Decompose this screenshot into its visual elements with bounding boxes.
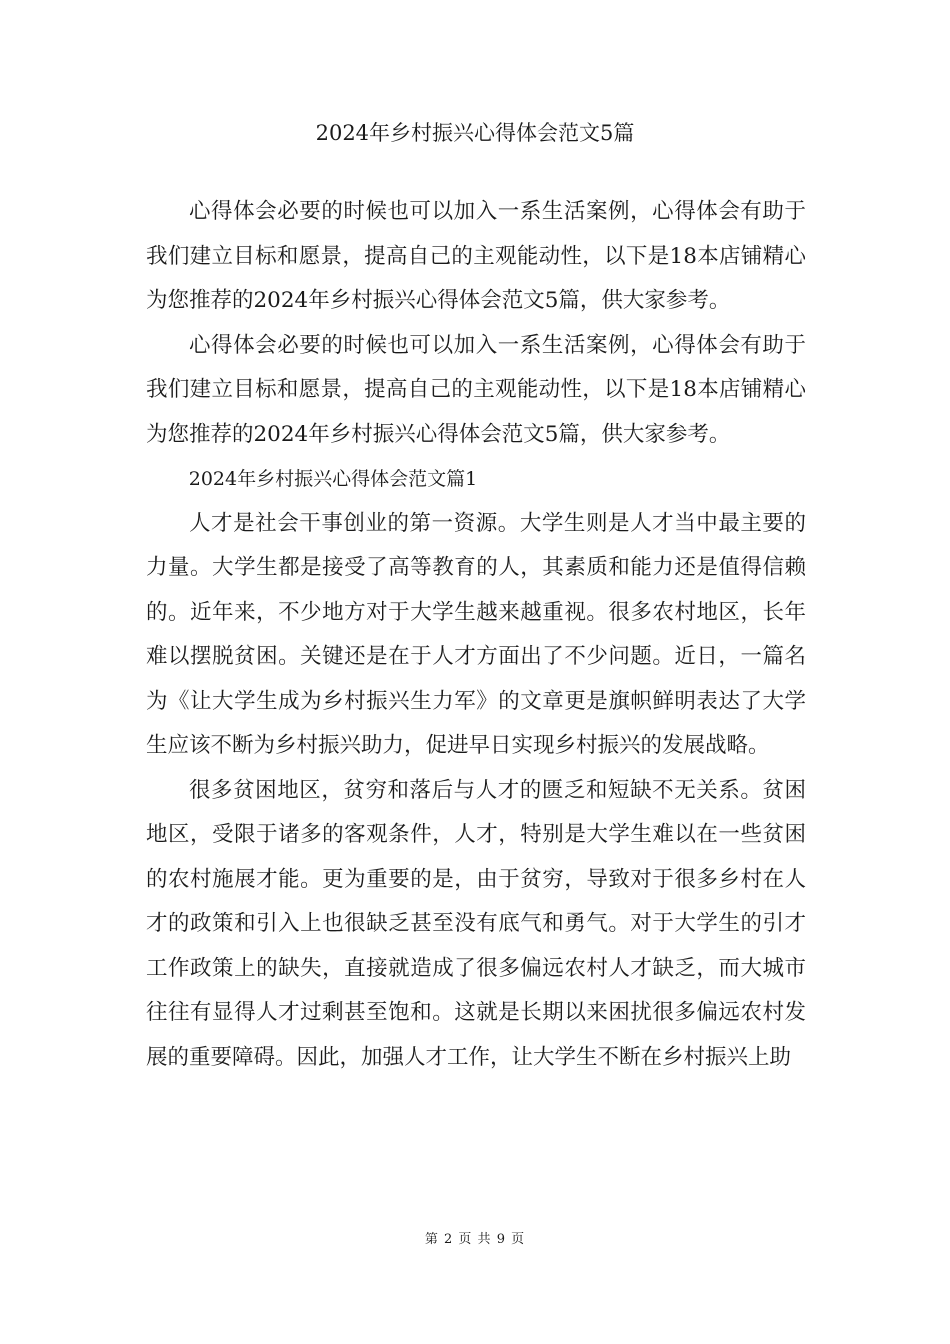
intro-paragraph-2: 心得体会必要的时候也可以加入一系生活案例，心得体会有助于我们建立目标和愿景，提高自己的主观能动性，以下是18本店铺精心为您推荐的2024年乡村振兴心得体会范文5篇，供大家参考。 <box>146 332 806 447</box>
document-title: 2024年乡村振兴心得体会范文5篇 <box>315 121 635 145</box>
document-body <box>146 190 806 1080</box>
section-paragraph-2: 很多贫困地区，贫穷和落后与人才的匮乏和短缺不无关系。贫困地区，受限于诸多的客观条件，人才，特别是大学生难以在一些贫困的农村施展才能。更为重要的是，由于贫穷，导致对于很多乡村在人才的政策和引入上也很缺乏甚至没有底气和勇气。对于大学生的引才工作政策上的缺失，直接就造成了很多偏远农村人才缺乏，而大城市往往有显得人才过剩甚至饱和。这就是长期以来困扰很多偏远农村发展的重要障碍。因此，加强人才工作，让大学生不断在乡村振兴上助 <box>146 777 806 1070</box>
intro-paragraph-1: 心得体会必要的时候也可以加入一系生活案例，心得体会有助于我们建立目标和愿景，提高自己的主观能动性，以下是18本店铺精心为您推荐的2024年乡村振兴心得体会范文5篇，供大家参考。 <box>146 199 806 313</box>
section-paragraph-1: 人才是社会干事创业的第一资源。大学生则是人才当中最主要的力量。大学生都是接受了高等教育的人，其素质和能力还是值得信赖的。近年来，不少地方对于大学生越来越重视。很多农村地区，长年难以摆脱贫困。关键还是在于人才方面出了不少问题。近日，一篇名为《让大学生成为乡村振兴生力军》的文章更是旗帜鲜明表达了大学生应该不断为乡村振兴助力，促进早日实现乡村振兴的发展战略。 <box>146 510 806 758</box>
section-heading: 2024年乡村振兴心得体会范文篇1 <box>188 468 478 490</box>
page-footer: 第 2 页 共 9 页 <box>424 1232 526 1247</box>
